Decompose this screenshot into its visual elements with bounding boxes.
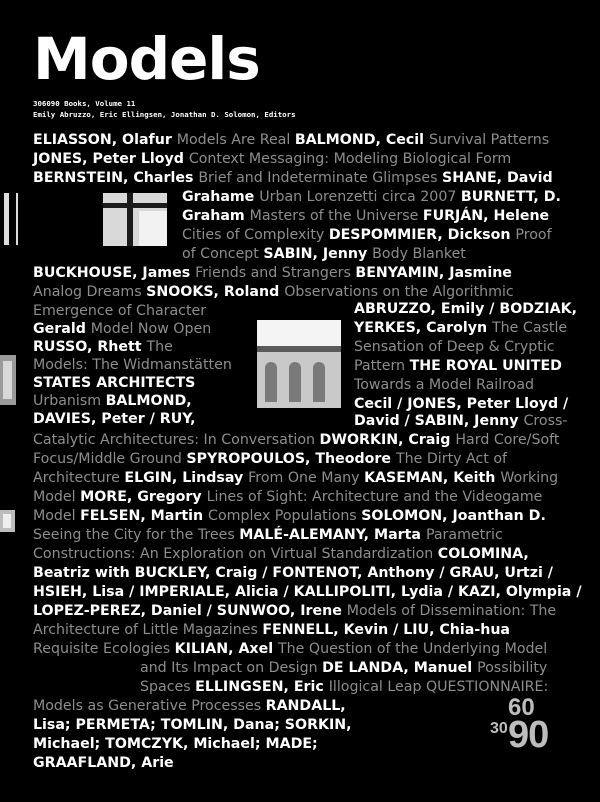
essay-title: Models: The Widmanstätten <box>33 357 232 373</box>
essay-title: Lines of Sight: Architecture and the Videogame <box>206 489 543 505</box>
photo-facade-detail <box>257 320 341 408</box>
essay-title: and Its Impact on Design <box>140 660 323 676</box>
contents-line <box>354 412 567 430</box>
essay-title: The Castle <box>492 320 568 336</box>
contents-line <box>33 431 559 449</box>
essay-title: Urbanism <box>33 393 106 409</box>
contributor-name: SABIN, Jenny <box>263 246 373 262</box>
essay-title: Brief and Indeterminate Glimpses <box>198 170 443 186</box>
contents-line <box>33 735 318 753</box>
contents-line <box>33 507 546 525</box>
contributor-name: BUCKHOUSE, James <box>33 265 196 281</box>
essay-title: The Question of the Underlying Model <box>278 641 548 657</box>
contents-line <box>182 226 552 244</box>
contents-line <box>354 395 568 413</box>
essay-title: Models of Dissemination: The <box>346 603 557 619</box>
contents-line <box>33 602 556 620</box>
essay-title: Constructions: An Exploration on Virtual Standardization <box>33 546 438 562</box>
logo-90: 90 <box>508 714 549 756</box>
essay-title: Emergence of Character <box>33 303 207 319</box>
essay-title: Masters of the Universe <box>249 208 423 224</box>
essay-title: Pattern <box>354 358 410 374</box>
photo-window-detail <box>103 193 167 246</box>
contents-line <box>33 320 211 338</box>
contents-line <box>354 376 534 394</box>
contributor-name: YERKES, Carolyn <box>354 320 493 336</box>
essay-title: Parametric <box>425 527 503 543</box>
photo-edge-small <box>0 510 15 532</box>
contents-line <box>354 300 577 318</box>
contents-line <box>33 583 582 601</box>
contributor-name: DESPOMMIER, Dickson <box>328 227 516 243</box>
contributor-name: ELIASSON, Olafur <box>33 132 177 148</box>
essay-title: Analog Dreams <box>33 284 147 300</box>
essay-title: Model <box>33 489 81 505</box>
photo-edge-frame <box>0 193 18 245</box>
contributor-name: MALÉ-ALEMANY, Marta <box>239 527 426 543</box>
essay-title: Models Are Real <box>176 132 295 148</box>
contents-line <box>33 169 553 187</box>
essay-title: The Dirty Act of <box>395 451 508 467</box>
contents-line <box>33 621 510 639</box>
essay-title: Cross- <box>523 413 568 429</box>
essay-title: Focus/Middle Ground <box>33 451 187 467</box>
essay-title: Possibility <box>477 660 548 676</box>
contents-line <box>140 659 547 677</box>
contributor-name: BALMOND, <box>105 393 192 409</box>
contents-line <box>354 357 562 375</box>
contents-line <box>33 754 174 772</box>
contributor-name: STATES ARCHITECTS <box>33 375 196 391</box>
cover-title: Models <box>33 25 260 93</box>
essay-title: Illogical Leap QUESTIONNAIRE: <box>328 679 549 695</box>
contents-line <box>33 716 352 734</box>
essay-title: Context Messaging: Modeling Biological Form <box>188 151 512 167</box>
contributor-name: SPYROPOULOS, Theodore <box>186 451 396 467</box>
contributor-name: BENYAMIN, Jasmine <box>355 265 512 281</box>
essay-title: Catalytic Architectures: In Conversation <box>33 432 320 448</box>
contributor-name: Cecil / JONES, Peter Lloyd / <box>354 396 569 412</box>
contents-line <box>182 207 549 225</box>
essay-title: Complex Populations <box>208 508 362 524</box>
essay-title: Spaces <box>140 679 196 695</box>
contents-line <box>182 245 466 263</box>
essay-title: Friends and Strangers <box>195 265 356 281</box>
essay-title: Seeing the City for the Trees <box>33 527 240 543</box>
contents-line <box>33 264 512 282</box>
essay-title: of Concept <box>182 246 264 262</box>
essay-title: Hard Core/Soft <box>455 432 560 448</box>
contributor-name: DAVIES, Peter / RUY, <box>33 411 196 427</box>
contributor-name: FELSEN, Martin <box>80 508 209 524</box>
logo-30: 30 <box>490 720 508 737</box>
contributor-name: RANDALL, <box>265 698 346 714</box>
contents-line <box>33 450 507 468</box>
contributor-name: SHANE, David <box>442 170 553 186</box>
contributor-name: Grahame <box>182 189 260 205</box>
contributor-name: MORE, Gregory <box>80 489 207 505</box>
contents-line <box>33 302 206 320</box>
essay-title: Working <box>500 470 559 486</box>
contents-line <box>33 488 542 506</box>
contents-line <box>33 131 549 149</box>
logo-60: 60 <box>508 694 535 721</box>
essay-title: From One Many <box>248 470 365 486</box>
contributor-name: Beatriz with BUCKLEY, Craig / FONTENOT, Anthony / GRAU, Urtzi / <box>33 565 553 581</box>
essay-title: Models as Generative Processes <box>33 698 266 714</box>
contributor-name: Lisa; PERMETA; TOMLIN, Dana; SORKIN, <box>33 717 352 733</box>
contributor-name: RUSSO, Rhett <box>33 339 147 355</box>
essay-title: Requisite Ecologies <box>33 641 175 657</box>
contributor-name: KASEMAN, Keith <box>364 470 501 486</box>
contributor-name: GRAAFLAND, Arie <box>33 755 174 771</box>
photo-edge-building <box>0 355 16 405</box>
contributor-name: Gerald <box>33 321 91 337</box>
contents-line <box>33 283 514 301</box>
contributor-name: ABRUZZO, Emily / BODZIAK, <box>354 301 577 317</box>
contributor-name: LOPEZ-PEREZ, Daniel / SUNWOO, Irene <box>33 603 347 619</box>
contents-line <box>33 374 195 392</box>
essay-title: Cities of Complexity <box>182 227 329 243</box>
contents-line <box>354 338 555 356</box>
cover-editors: Emily Abruzzo, Eric Ellingsen, Jonathan D. Solomon, Editors <box>33 110 296 119</box>
contents-line <box>182 188 561 206</box>
contents-line <box>33 150 511 168</box>
essay-title: Architecture <box>33 470 125 486</box>
contributor-name: BALMOND, Cecil <box>294 132 429 148</box>
contributor-name: JONES, Peter Lloyd <box>33 151 189 167</box>
contributor-name: SNOOKS, Roland <box>146 284 285 300</box>
contents-line <box>33 410 196 428</box>
contributor-name: ELGIN, Lindsay <box>124 470 249 486</box>
essay-title: Model <box>33 508 81 524</box>
contents-line <box>33 526 503 544</box>
contributor-name: FURJÁN, Helene <box>422 208 550 224</box>
contributor-name: SOLOMON, Joanthan D. <box>361 508 546 524</box>
contributor-name: DWORKIN, Craig <box>319 432 456 448</box>
contents-line <box>33 469 558 487</box>
contents-line <box>33 697 346 715</box>
essay-title: Body Blanket <box>372 246 466 262</box>
contributor-name: COLOMINA, <box>437 546 529 562</box>
essay-title: Observations on the Algorithmic <box>284 284 514 300</box>
contributor-name: THE ROYAL UNITED <box>409 358 562 374</box>
contents-line <box>33 338 173 356</box>
contributor-name: Graham <box>182 208 250 224</box>
contents-line <box>33 640 547 658</box>
essay-title: Proof <box>515 227 552 243</box>
contents-line <box>33 392 192 410</box>
contents-line <box>140 678 548 696</box>
cover-subtitle: 306090 Books, Volume 11 <box>33 99 136 108</box>
contributor-name: Michael; TOMCZYK, Michael; MADE; <box>33 736 318 752</box>
essay-title: Urban Lorenzetti circa 2007 <box>259 189 461 205</box>
contributor-name: ELLINGSEN, Eric <box>195 679 329 695</box>
contributor-name: BURNETT, D. <box>460 189 561 205</box>
essay-title: The <box>146 339 173 355</box>
contents-line <box>33 564 553 582</box>
contents-line <box>33 545 529 563</box>
306090-logo <box>490 694 580 764</box>
contents-line <box>33 356 232 374</box>
contributor-name: David / SABIN, Jenny <box>354 413 524 429</box>
contents-line <box>354 319 567 337</box>
essay-title: Survival Patterns <box>428 132 550 148</box>
essay-title: Architecture of Little Magazines <box>33 622 263 638</box>
contributor-name: BERNSTEIN, Charles <box>33 170 199 186</box>
contributor-name: KILIAN, Axel <box>174 641 279 657</box>
essay-title: Sensation of Deep & Cryptic <box>354 339 555 355</box>
contributor-name: FENNELL, Kevin / LIU, Chia-hua <box>262 622 511 638</box>
essay-title: Model Now Open <box>90 321 212 337</box>
contributor-name: DE LANDA, Manuel <box>322 660 478 676</box>
contributor-name: HSIEH, Lisa / IMPERIALE, Alicia / KALLIPOLITI, Lydia / KAZI, Olympia / <box>33 584 582 600</box>
essay-title: Towards a Model Railroad <box>354 377 535 393</box>
